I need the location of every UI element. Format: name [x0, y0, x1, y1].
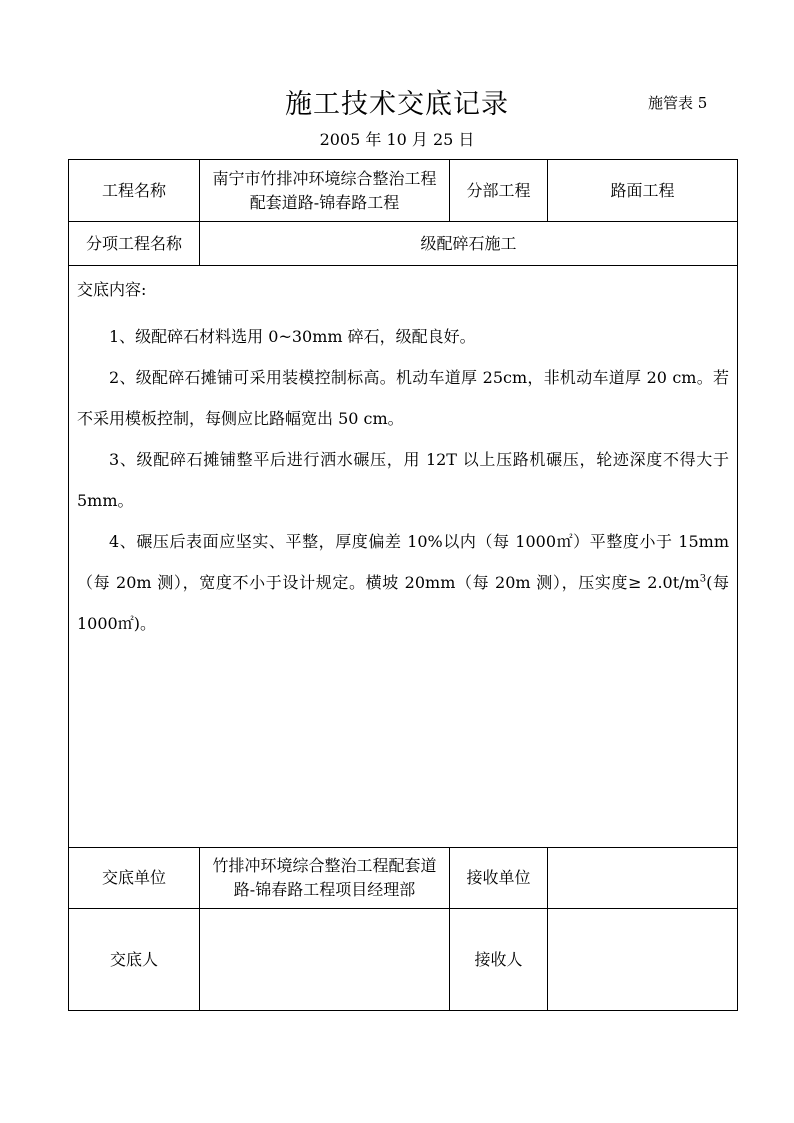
content-item-1: 1、级配碎石材料选用 0~30mm 碎石，级配良好。: [109, 327, 476, 346]
subitem-value: 级配碎石施工: [200, 222, 738, 266]
person-row: [69, 909, 738, 1011]
content-item-2: 2、级配碎石摊铺可采用装模控制标高。机动车道厚 25cm，非机动车道厚 20 cm。若不采用模板控制，每侧应比路幅宽出 50 cm。: [77, 368, 729, 428]
document-title: 施工技术交底记录: [285, 89, 509, 120]
document-date: 2005 年 10 月 25 日: [319, 130, 475, 149]
content-heading: 交底内容:: [77, 280, 147, 299]
project-name-label: 工程名称: [69, 160, 200, 222]
division-label: 分部工程: [450, 160, 548, 222]
subitem-row: [69, 222, 738, 266]
issuer-person-value: [200, 909, 450, 1011]
content-row: [69, 266, 738, 848]
content-body: [69, 266, 737, 644]
receiver-person-value: [548, 909, 738, 1011]
content-item-3: 3、级配碎石摊铺整平后进行洒水碾压，用 12T 以上压路机碾压，轮迹深度不得大于 5mm。: [77, 450, 729, 510]
cubic-superscript: 3: [699, 573, 707, 585]
content-item-4-text: 4、碾压后表面应坚实、平整，厚度偏差 10%以内（每 1000㎡）平整度小于 15mm（每 20m 测），宽度不小于设计规定。横坡 20mm（每 20m 测），压实度≥ 2.0t/m: [77, 532, 729, 592]
receiver-person-label: 接收人: [450, 909, 548, 1011]
issuer-person-label: 交底人: [69, 909, 200, 1011]
project-row: [69, 160, 738, 222]
form-number: 施管表 5: [648, 94, 708, 112]
subitem-label: 分项工程名称: [69, 222, 200, 266]
issuer-unit-label: 交底单位: [69, 848, 200, 909]
unit-row: [69, 848, 738, 909]
project-name-value: 南宁市竹排冲环境综合整治工程配套道路-锦春路工程: [200, 160, 450, 222]
receiver-unit-label: 接收单位: [450, 848, 548, 909]
content-item-4-tail: (每 1000㎡)。: [77, 573, 729, 633]
record-table: [68, 159, 738, 1011]
content-cell: [69, 266, 738, 848]
division-value: 路面工程: [548, 160, 738, 222]
receiver-unit-value: [548, 848, 738, 909]
content-item-4: [77, 521, 729, 644]
issuer-unit-value: 竹排冲环境综合整治工程配套道路-锦春路工程项目经理部: [200, 848, 450, 909]
